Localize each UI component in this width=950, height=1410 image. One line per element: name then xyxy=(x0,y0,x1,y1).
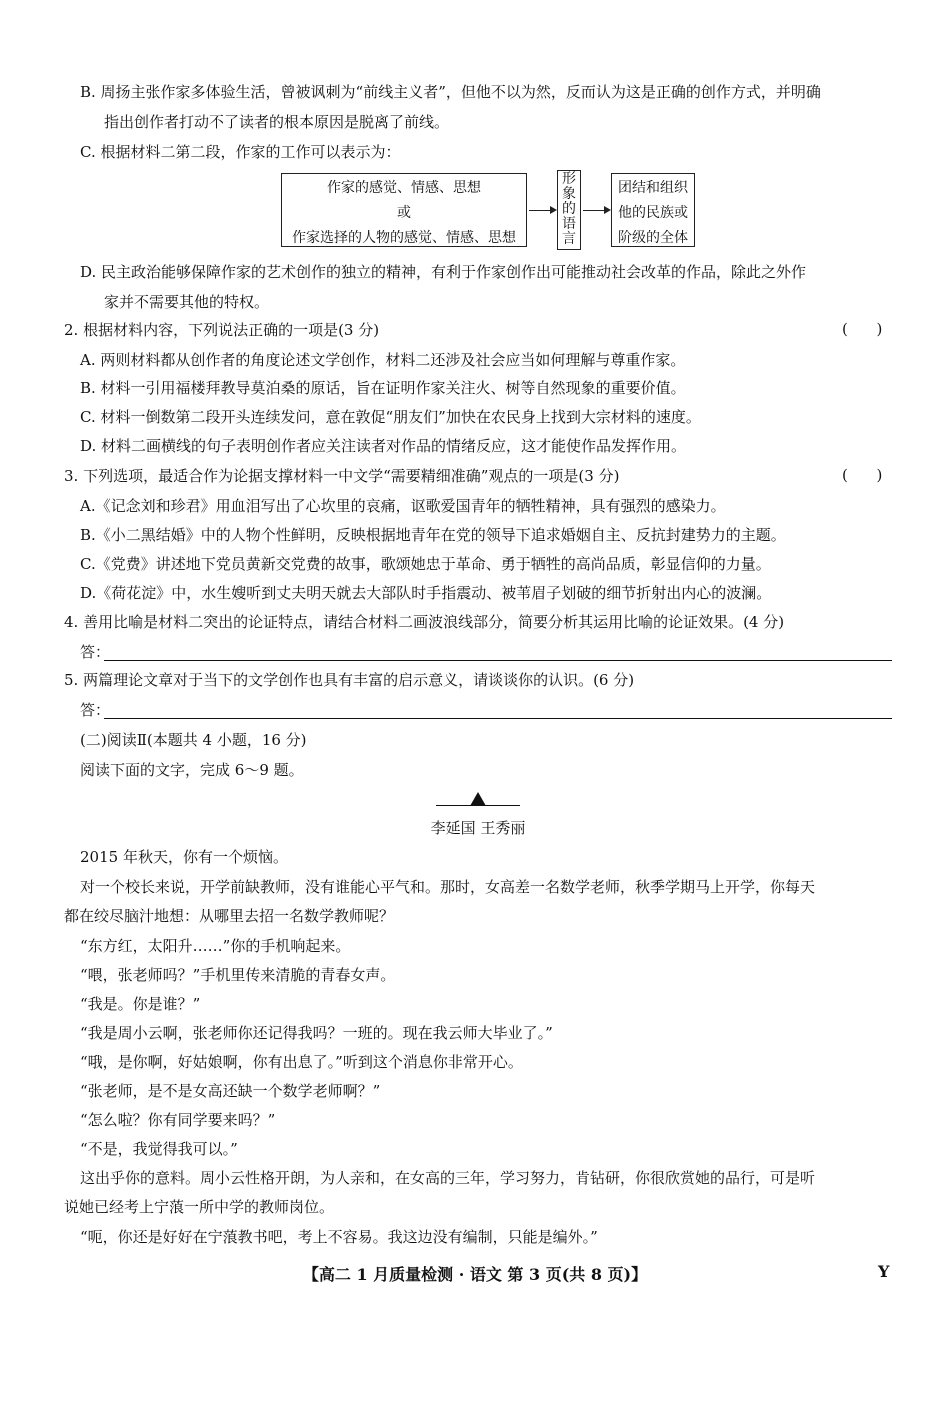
q1-option-b-line2: 指出创作者打动不了读者的根本原因是脱离了前线。 xyxy=(104,113,450,131)
story-line: “不是，我觉得我可以。” xyxy=(80,1140,238,1158)
diagram-box1-or: 或 xyxy=(397,205,411,221)
diagram-box1-line1: 作家的感觉、情感、思想 xyxy=(327,180,481,196)
q2-answer-paren[interactable]: ( ) xyxy=(842,320,883,338)
story-line: “我是。你是谁？” xyxy=(80,995,201,1013)
story-line: “呃，你还是好好在宁蒗教书吧，考上不容易。我这边没有编制，只能是编外。” xyxy=(80,1228,598,1246)
section2-instruction: 阅读下面的文字，完成 6～9 题。 xyxy=(80,761,304,779)
title-placeholder-triangle-icon xyxy=(470,792,486,806)
q5-stem: 5. 两篇理论文章对于当下的文学创作也具有丰富的启示意义，请谈谈你的认识。(6 分) xyxy=(64,671,635,689)
q2-option-d: D. 材料二画横线的句子表明创作者应关注读者对作品的情绪反应，这才能使作品发挥作用。 xyxy=(80,437,687,455)
diagram-arrow-2 xyxy=(583,210,609,211)
story-line: “喂，张老师吗？”手机里传来清脆的青春女声。 xyxy=(80,966,396,984)
story-line: 这出乎你的意料。周小云性格开朗，为人亲和，在女高的三年，学习努力，肯钻研，你很欣赏她的品行，可是听 xyxy=(80,1169,816,1187)
story-line: 都在绞尽脑汁地想：从哪里去招一名数学教师呢？ xyxy=(64,907,395,925)
q4-answer-line[interactable] xyxy=(104,660,892,661)
story-line: “哦，是你啊，好姑娘啊，你有出息了。”听到这个消息你非常开心。 xyxy=(80,1053,523,1071)
q5-answer-line[interactable] xyxy=(104,718,892,719)
q1-option-d-line1: D. 民主政治能够保障作家的艺术创作的独立的精神，有利于作家创作出可能推动社会改革的作品，除此之外作 xyxy=(80,263,807,281)
q1-option-b-line1: B. 周扬主张作家多体验生活，曾被讽刺为“前线主义者”，但他不以为然，反而认为这是正确的创作方式，并明确 xyxy=(80,83,821,101)
story-line: 说她已经考上宁蒗一所中学的教师岗位。 xyxy=(64,1198,335,1216)
q3-stem: 3. 下列选项，最适合作为论据支撑材料一中文学“需要精细准确”观点的一项是(3 分) xyxy=(64,467,620,485)
story-line: 对一个校长来说，开学前缺教师，没有谁能心平气和。那时，女高差一名数学老师，秋季学期马上开学，你每天 xyxy=(80,878,816,896)
diagram-box2-text: 形象的语言 xyxy=(562,171,576,247)
story-line: “张老师，是不是女高还缺一个数学老师啊？” xyxy=(80,1082,381,1100)
q3-option-b: B.《小二黑结婚》中的人物个性鲜明，反映根据地青年在党的领导下追求婚姻自主、反抗封建势力的主题。 xyxy=(80,526,786,544)
section2-heading: (二)阅读Ⅱ(本题共 4 小题，16 分) xyxy=(80,731,307,749)
q1-option-c: C. 根据材料二第二段，作家的工作可以表示为： xyxy=(80,143,401,161)
q1-option-d-line2: 家并不需要其他的特权。 xyxy=(104,293,270,311)
q4-stem: 4. 善用比喻是材料二突出的论证特点，请结合材料二画波浪线部分，简要分析其运用比喻的论证效果。(4 分) xyxy=(64,613,785,631)
story-line: 2015 年秋天，你有一个烦恼。 xyxy=(80,848,288,866)
q5-answer-label: 答： xyxy=(80,701,111,719)
q2-option-a: A. 两则材料都从创作者的角度论述文学创作，材料二还涉及社会应当如何理解与尊重作家。 xyxy=(80,351,686,369)
diagram-box1-line2: 作家选择的人物的感觉、情感、思想 xyxy=(292,230,516,246)
q2-option-b: B. 材料一引用福楼拜教导莫泊桑的原话，旨在证明作家关注火、树等自然现象的重要价值。 xyxy=(80,379,686,397)
story-line: “东方红，太阳升……”你的手机响起来。 xyxy=(80,937,351,955)
q2-option-c: C. 材料一倒数第二段开头连续发问，意在敦促“朋友们”加快在农民身上找到大宗材料的速度。 xyxy=(80,408,701,426)
q3-option-d: D.《荷花淀》中，水生嫂听到丈夫明天就去大部队时手指震动、被苇眉子划破的细节折射出内心的波澜。 xyxy=(80,584,772,602)
story-authors: 李延国 王秀丽 xyxy=(430,819,526,837)
page-mark: Y xyxy=(878,1262,890,1281)
diagram-box3-line2: 他的民族或 xyxy=(618,205,688,221)
diagram-box3-line1: 团结和组织 xyxy=(618,180,688,196)
diagram-arrow-1 xyxy=(529,210,555,211)
title-underline xyxy=(436,805,520,806)
q2-stem: 2. 根据材料内容，下列说法正确的一项是(3 分) xyxy=(64,321,380,339)
story-line: “我是周小云啊，张老师你还记得我吗？一班的。现在我云师大毕业了。” xyxy=(80,1024,553,1042)
q3-option-a: A.《记念刘和珍君》用血泪写出了心坎里的哀痛，讴歌爱国青年的牺牲精神，具有强烈的感染力。 xyxy=(80,497,726,515)
diagram-box3-line3: 阶级的全体 xyxy=(618,230,688,246)
story-line: “怎么啦？你有同学要来吗？” xyxy=(80,1111,276,1129)
q3-answer-paren[interactable]: ( ) xyxy=(842,466,883,484)
q3-option-c: C.《党费》讲述地下党员黄新交党费的故事，歌颂她忠于革命、勇于牺牲的高尚品质，彰显信仰的力量。 xyxy=(80,555,771,573)
page-footer: 【高二 1 月质量检测 · 语文 第 3 页(共 8 页)】 xyxy=(302,1265,648,1284)
q4-answer-label: 答： xyxy=(80,643,111,661)
